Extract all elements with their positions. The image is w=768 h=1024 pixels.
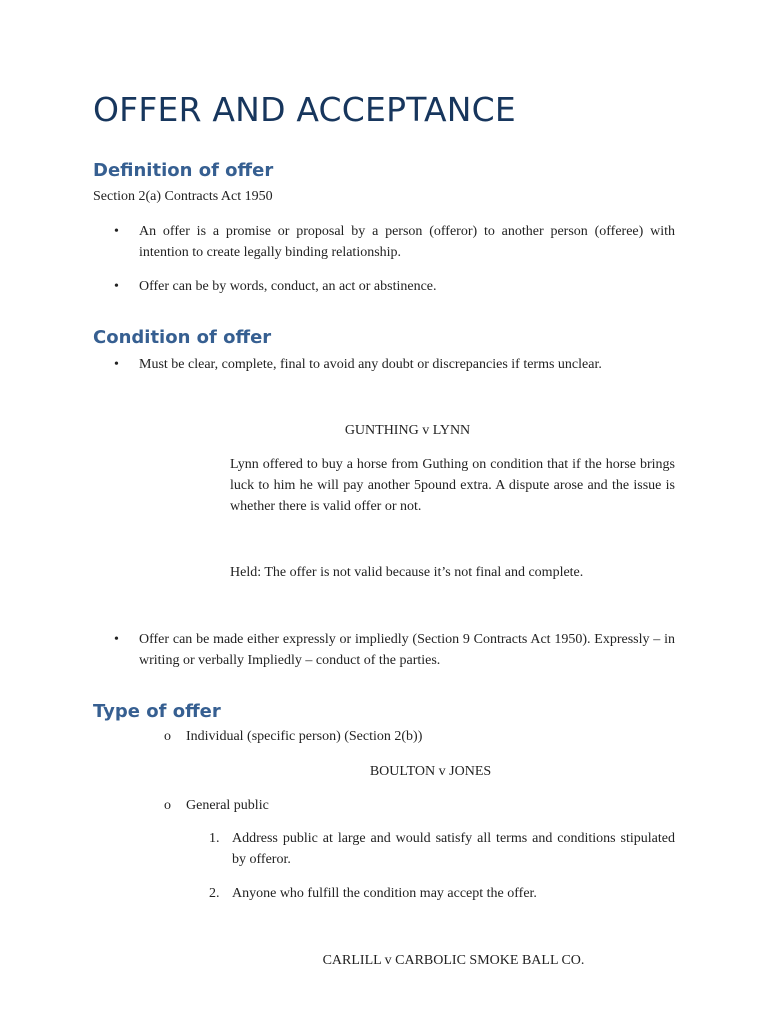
type-general: General public <box>186 798 269 813</box>
case-title-gunthing: GUNTHING v LYNN <box>344 423 471 438</box>
circle-bullet-icon: o <box>164 729 171 744</box>
condition-bullet-1: Must be clear, complete, final to avoid any doubt or discrepancies if terms unclear. <box>139 357 602 372</box>
general-point-2: Anyone who fulfill the condition may accept the offer. <box>232 886 537 901</box>
bullet-icon: • <box>114 632 119 647</box>
page-title: OFFER AND ACCEPTANCE <box>93 90 516 129</box>
type-individual: Individual (specific person) (Section 2(b)) <box>186 729 423 744</box>
case-held: Held: The offer is not valid because it’s not final and complete. <box>230 565 584 580</box>
case-facts: Lynn offered to buy a horse from Guthing on condition that if the horse brings luck to him he will pay another 5pound extra. A dispute arose and the issue is whether there is valid offer or not. <box>230 457 675 514</box>
list-number: 2. <box>209 886 220 901</box>
general-point-1: Address public at large and would satisfy all terms and conditions stipulated by offeror. <box>232 831 675 867</box>
condition-heading: Condition of offer <box>93 327 272 348</box>
condition-bullet-2: Offer can be made either expressly or impliedly (Section 9 Contracts Act 1950). Expressly – in writing or verbally Impliedly – conduct of the parties. <box>139 632 675 668</box>
bullet-icon: • <box>114 357 119 372</box>
case-title-carlill: CARLILL v CARBOLIC SMOKE BALL CO. <box>322 953 585 968</box>
bullet-icon: • <box>114 279 119 294</box>
definition-bullet-2: Offer can be by words, conduct, an act or abstinence. <box>139 279 437 294</box>
types-heading: Type of offer <box>93 701 221 722</box>
case-title-boulton: BOULTON v JONES <box>369 764 492 779</box>
bullet-icon: • <box>114 224 119 239</box>
definition-section-ref: Section 2(a) Contracts Act 1950 <box>93 189 273 204</box>
definition-heading: Definition of offer <box>93 160 274 181</box>
definition-bullet-1: An offer is a promise or proposal by a person (offeror) to another person (offeree) with intention to create legally binding relationship. <box>139 224 675 260</box>
list-number: 1. <box>209 831 220 846</box>
circle-bullet-icon: o <box>164 798 171 813</box>
